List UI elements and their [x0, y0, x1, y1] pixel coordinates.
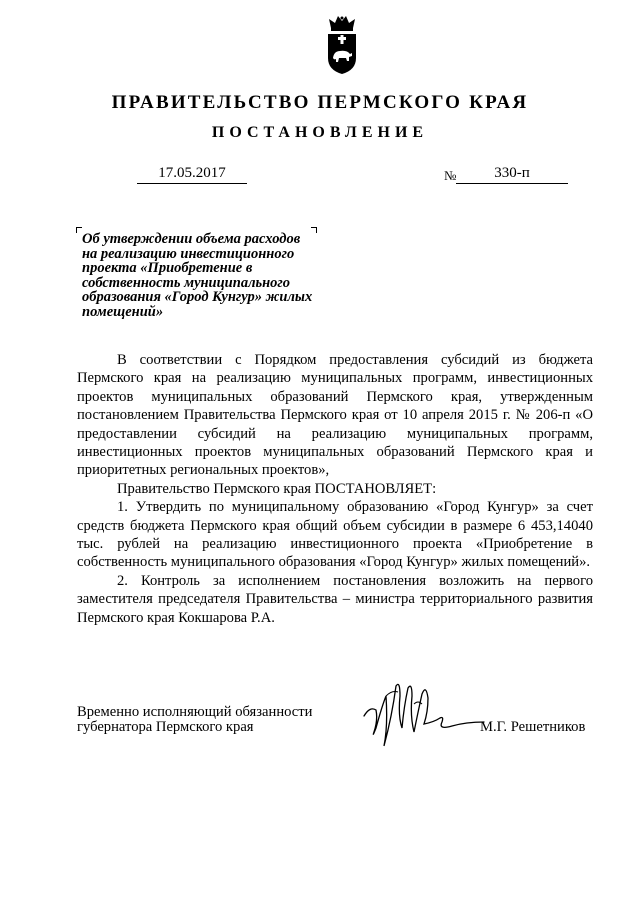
signatory-name: М.Г. Решетников	[480, 719, 586, 735]
document-subject: Об утверждении объема расходов на реализацию инвестиционного проекта «Приобретение в собственность муниципального образования «Город Кунгур» жилых помещений»	[82, 231, 313, 320]
government-title: ПРАВИТЕЛЬСТВО ПЕРМСКОГО КРАЯ	[111, 92, 529, 113]
body-paragraph-resolves: Правительство Пермского края ПОСТАНОВЛЯЕТ:	[117, 480, 437, 497]
body-paragraph-item-2: 2. Контроль за исполнением постановления возложить на первого заместителя председателя Правительства – министра территориального развития Пермского края Кокшарова Р.А.	[77, 572, 593, 626]
signatory-title-line-1: Временно исполняющий обязанности	[77, 704, 313, 720]
document-date: 17.05.2017	[137, 165, 247, 184]
body-paragraph-item-1: 1. Утвердить по муниципальному образованию «Город Кунгур» за счет средств бюджета Пермского края общий объем субсидии в размере 6 453,14040 тыс. рублей на реализацию инвестиционного проекта «Приобретение в собственность муниципального образования «Город Кунгур» жилых помещений».	[77, 499, 593, 571]
number-sign: №	[444, 168, 457, 183]
document-body	[77, 351, 593, 627]
document-number: 330-п	[456, 165, 568, 184]
handwritten-signature-icon	[362, 676, 486, 756]
body-paragraph-preamble: В соответствии с Порядком предоставления субсидий из бюджета Пермского края на реализацию муниципальных программ, инвестиционных проектов муниципальных образований Пермского края, утвержденным постановлением Правительства Пермского края от 10 апреля 2015 г. № 206-п «О предоставлении субсидий на реализацию муниципальных программ, инвестиционных проектов муниципальных образований Пермского края и приоритетных региональных проектов»,	[77, 352, 593, 479]
document-type: ПОСТАНОВЛЕНИЕ	[211, 124, 429, 141]
signatory-title	[77, 705, 312, 735]
signatory-title-line-2: губернатора Пермского края	[77, 719, 254, 735]
coat-of-arms-icon	[325, 14, 359, 76]
